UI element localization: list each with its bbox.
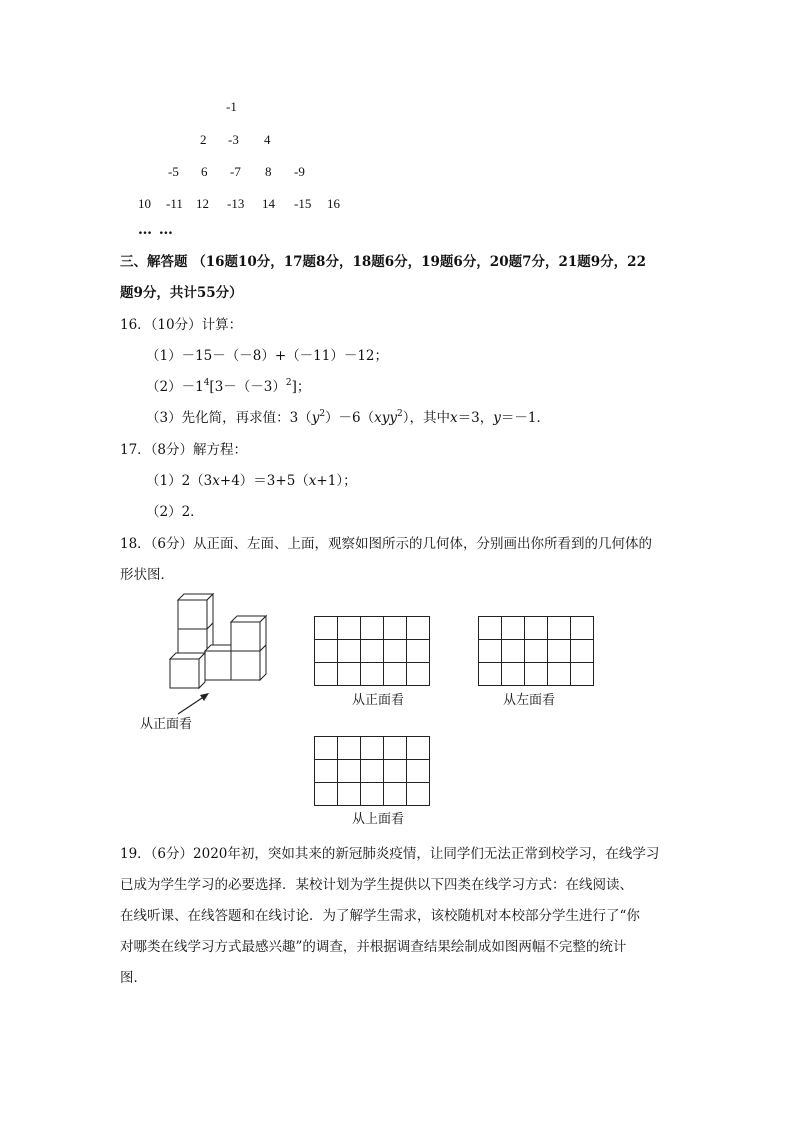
q19-text: 19．（6分）2020年初，突如其来的新冠肺炎疫情，让同学们无法正常到校学习，在线学习 xyxy=(120,846,660,862)
q19-text-3: 在线听课、在线答题和在线讨论．为了解学生需求，该校随机对本校部分学生进行了“你 xyxy=(120,908,640,924)
q16-part2: $(2)-1^4[3-(-3)^2]$； xyxy=(146,378,311,395)
triangle-cell: -11 xyxy=(166,196,183,211)
q18-text-cont: 形状图． xyxy=(120,567,174,583)
top-view-grid[interactable] xyxy=(314,736,430,806)
q17-heading: 17．（8分）解方程： xyxy=(120,442,248,458)
triangle-cell: -5 xyxy=(168,164,179,179)
triangle-cell: -13 xyxy=(227,196,245,211)
triangle-cell: 16 xyxy=(327,196,340,211)
triangle-cell: -1 xyxy=(226,99,237,114)
triangle-cell: 2 xyxy=(200,132,207,147)
q16-heading: 16．（10分）计算： xyxy=(120,317,243,333)
q17-part2: （2）2． xyxy=(146,504,204,520)
q19-text-2: 已成为学生学习的必要选择．某校计划为学生提供以下四类在线学习方式：在线阅读、 xyxy=(120,877,633,893)
triangle-cell: 6 xyxy=(201,164,208,179)
q19-text-4: 对哪类在线学习方式最感兴趣”的调查，并根据调查结果绘制成如图两幅不完整的统计 xyxy=(120,939,627,955)
q17-part1: （1）2（3x+4）＝3+5（x+1）； xyxy=(146,473,357,489)
q19-text-5: 图． xyxy=(120,970,147,986)
q18-text: 18．（6分）从正面、左面、上面，观察如图所示的几何体，分别画出你所看到的几何体的 xyxy=(120,536,653,552)
section-heading: 三、解答题 （16题10分，17题8分，18题6分，19题6分，20题7分，21题9分，22 xyxy=(120,254,646,270)
triangle-cell: 4 xyxy=(264,132,271,147)
triangle-cell: 12 xyxy=(196,196,209,211)
triangle-cell: 8 xyxy=(265,164,272,179)
q16-part3: （3）先化简，再求值：$3(y^2)-6(xyy^2)$，其中x＝3，y＝－1． xyxy=(146,409,550,426)
triangle-cell: -3 xyxy=(228,132,239,147)
top-view-caption: 从上面看 xyxy=(352,812,405,827)
section-heading-cont: 题9分，共计55分） xyxy=(120,285,243,301)
triangle-cell: -15 xyxy=(294,196,312,211)
left-view-grid[interactable] xyxy=(478,616,594,686)
front-view-grid[interactable] xyxy=(314,616,430,686)
left-view-caption: 从左面看 xyxy=(503,693,556,708)
triangle-cell: 10 xyxy=(138,196,151,211)
front-view-caption: 从正面看 xyxy=(352,693,405,708)
q16-part1: （1）－15－（－8）+（－11）－12； xyxy=(146,348,389,364)
triangle-cell: -7 xyxy=(230,164,241,179)
front-view-arrow-label: 从正面看 xyxy=(140,717,193,732)
cube-solid-figure xyxy=(160,592,275,702)
triangle-cell: -9 xyxy=(294,164,305,179)
triangle-cell: 14 xyxy=(262,196,275,211)
triangle-ellipsis: … … xyxy=(138,222,174,238)
